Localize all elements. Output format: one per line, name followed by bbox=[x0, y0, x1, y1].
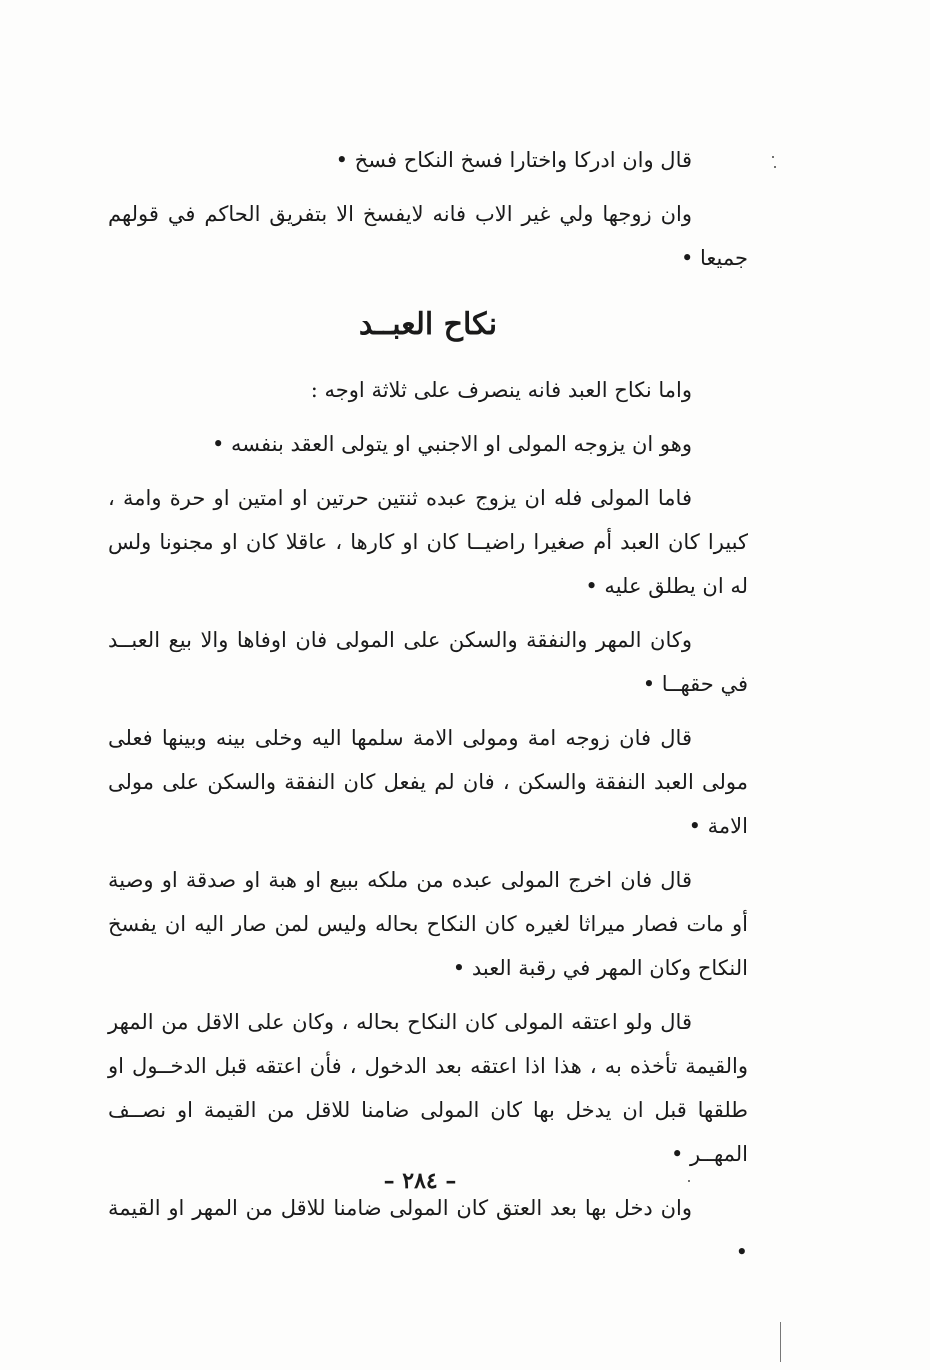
paragraph: قال وان ادركا واختارا فسخ النكاح فسخ • bbox=[335, 148, 692, 172]
paragraph: قال فان اخرج المولى عبده من ملكه ببيع او هبة او صدقة او وصية أو مات فصار ميراثا لغيره كان النكاح بحاله وليس لمن صار اليه ان يفسخ النكاح وكان المهر في رقبة العبد • bbox=[108, 868, 748, 980]
paragraph: واما نكاح العبد فانه ينصرف على ثلاثة اوجه : bbox=[310, 378, 692, 402]
paragraph: وان زوجها ولي غير الاب فانه لايفسخ الا بتفريق الحاكم في قولهم جميعا • bbox=[108, 202, 748, 270]
page-number: – ٢٨٤ – bbox=[383, 1168, 457, 1194]
paragraph: وهو ان يزوجه المولى او الاجنبي او يتولى العقد بنفسه • bbox=[211, 432, 692, 456]
section-heading: نكاح العبــد bbox=[358, 307, 498, 342]
margin-mark bbox=[774, 166, 776, 168]
body-text bbox=[108, 138, 748, 1284]
paragraph: وان دخل بها بعد العتق كان المولى ضامنا للاقل من المهر او القيمة • bbox=[108, 1196, 748, 1264]
paragraph: فاما المولى فله ان يزوج عبده ثنتين حرتين او امتين او حرة وامة ، كبيرا كان العبد أم صغيرا راضيــا كان او كارها ، عاقلا كان او مجنونا ولس له ان يطلق عليه • bbox=[108, 486, 748, 598]
paragraph: قال فان زوجه امة ومولى الامة سلمها اليه وخلى بينه وبينها فعلى مولى العبد النفقة والسكن ، فان لم يفعل كان النفقة والسكن على مولى الامة • bbox=[108, 726, 748, 838]
margin-mark bbox=[772, 156, 774, 158]
edge-mark bbox=[780, 1322, 781, 1362]
paragraph: قال ولو اعتقه المولى كان النكاح بحاله ، وكان على الاقل من المهر والقيمة تأخذه به ، هذا اذا اعتقه بعد الدخول ، فأن اعتقه قبل الدخــول او طلقها قبل ان يدخل بها كان المولى ضامنا للاقل من القيمة او نصــف المهــر • bbox=[108, 1010, 748, 1166]
paragraph: وكان المهر والنفقة والسكن على المولى فان اوفاها والا بيع العبــد في حقهــا • bbox=[108, 628, 748, 696]
